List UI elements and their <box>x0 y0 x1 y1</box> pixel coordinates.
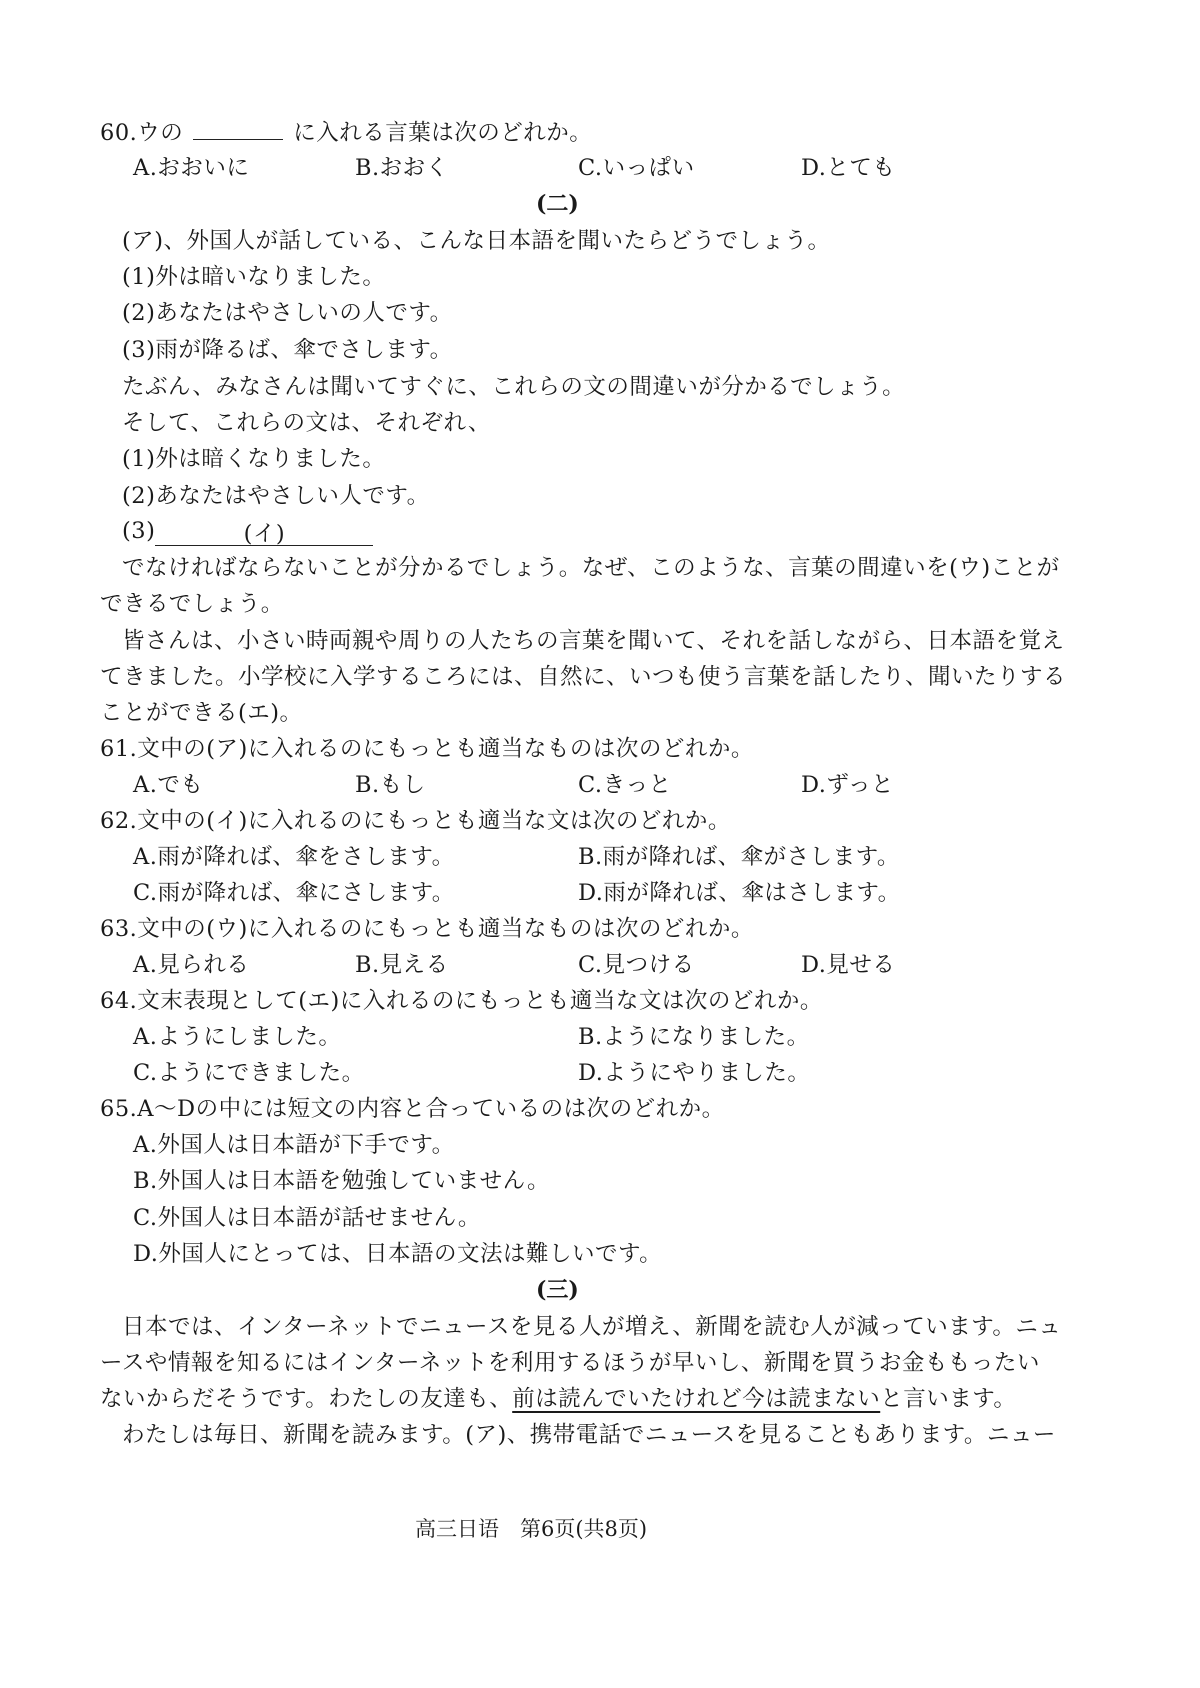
q61-option-d: D.ずっと <box>801 772 895 798</box>
q60-option-d: D.とても <box>801 155 896 181</box>
section3-p1-line3 <box>100 1384 1016 1414</box>
q64-option-d: D.ようにやりました。 <box>578 1060 811 1086</box>
q63-option-c: C.見つける <box>578 952 695 978</box>
q60-prefix: 60.ウの <box>100 120 184 146</box>
q60-stem <box>100 117 592 148</box>
section2-ex3: (3)雨が降るば、傘でさします。 <box>122 337 453 363</box>
q65-option-a: A.外国人は日本語が下手です。 <box>133 1132 455 1158</box>
section2-para5-line2: てきました。小学校に入学するころには、自然に、いつも使う言葉を話したり、聞いたりする <box>100 664 1067 690</box>
section2-para2: たぶん、みなさんは聞いてすぐに、これらの文の間違いが分かるでしょう。 <box>122 374 906 400</box>
q63-option-a: A.見られる <box>133 952 250 978</box>
section2-fix3 <box>122 516 373 546</box>
q62-option-d: D.雨が降れば、傘はさします。 <box>578 880 901 906</box>
q60-suffix: に入れる言葉は次のどれか。 <box>293 120 593 146</box>
q65-option-c: C.外国人は日本語が話せません。 <box>133 1205 481 1231</box>
section2-fix1: (1)外は暗くなりました。 <box>122 446 386 472</box>
section2-para4-line2: できるでしょう。 <box>100 591 284 617</box>
section2-fix2: (2)あなたはやさしい人です。 <box>122 483 430 509</box>
section3-p1-line2: ースや情報を知るにはインターネットを利用するほうが早いし、新聞を買うお金ももったい <box>100 1350 1040 1376</box>
section3-p1-line3-b: と言います。 <box>880 1386 1017 1412</box>
section2-para3: そして、これらの文は、それぞれ、 <box>122 410 491 436</box>
section2-ex2: (2)あなたはやさしいの人です。 <box>122 300 453 326</box>
q61-option-b: B.もし <box>355 772 426 798</box>
q64-option-b: B.ようになりました。 <box>578 1024 810 1050</box>
section3-p2-line1: わたしは毎日、新聞を読みます。(ア)、携帯電話でニュースを見ることもあります。ニュー <box>122 1422 1056 1448</box>
section2-para1: (ア)、外国人が話している、こんな日本語を聞いたらどうでしょう。 <box>122 228 831 254</box>
q62-option-c: C.雨が降れば、傘にさします。 <box>133 880 455 906</box>
q64-option-a: A.ようにしました。 <box>133 1024 342 1050</box>
section2-para4-line1: でなければならないことが分かるでしょう。なぜ、このような、言葉の間違いを(ウ)ことが <box>122 555 1060 581</box>
q60-option-a: A.おおいに <box>133 155 250 181</box>
section2-heading: (二) <box>536 191 579 217</box>
q63-stem: 63.文中の(ウ)に入れるのにもっとも適当なものは次のどれか。 <box>100 916 754 942</box>
page-footer: 高三日语 第6页(共8页) <box>415 1517 648 1541</box>
q61-stem: 61.文中の(ア)に入れるのにもっとも適当なものは次のどれか。 <box>100 736 754 762</box>
q61-option-a: A.でも <box>133 772 204 798</box>
q62-stem: 62.文中の(イ)に入れるのにもっとも適当な文は次のどれか。 <box>100 808 731 834</box>
q62-option-a: A.雨が降れば、傘をさします。 <box>133 844 455 870</box>
q65-option-b: B.外国人は日本語を勉強していません。 <box>133 1168 551 1194</box>
q64-stem: 64.文末表現として(エ)に入れるのにもっとも適当な文は次のどれか。 <box>100 988 823 1014</box>
q63-option-b: B.見える <box>355 952 449 978</box>
section2-para5-line1: 皆さんは、小さい時両親や周りの人たちの言葉を聞いて、それを話しながら、日本語を覚え <box>122 628 1065 654</box>
q62-option-b: B.雨が降れば、傘がさします。 <box>578 844 900 870</box>
q60-blank <box>193 117 283 140</box>
q60-option-b: B.おおく <box>355 155 449 181</box>
section2-fix3-blank: (イ) <box>155 519 373 546</box>
section2-ex1: (1)外は暗いなりました。 <box>122 264 386 290</box>
q64-option-c: C.ようにできました。 <box>133 1060 365 1086</box>
section2-para5-line3: ことができる(エ)。 <box>100 700 303 726</box>
section3-p1-line3-a: ないからだそうです。わたしの友達も、 <box>100 1386 513 1412</box>
q65-stem: 65.A～Dの中には短文の内容と合っているのは次のどれか。 <box>100 1096 725 1122</box>
section3-heading: (三) <box>536 1277 579 1303</box>
section3-p1-line1: 日本では、インターネットでニュースを見る人が増え、新聞を読む人が減っています。ニュ <box>122 1314 1062 1340</box>
q61-option-c: C.きっと <box>578 772 672 798</box>
q65-option-d: D.外国人にとっては、日本語の文法は難しいです。 <box>133 1241 663 1267</box>
q63-option-d: D.見せる <box>801 952 896 978</box>
q60-option-c: C.いっぱい <box>578 155 695 181</box>
section2-fix3-label: (3) <box>122 518 156 544</box>
section3-underlined-phrase: 前は読んでいたけれど今は読まない <box>512 1386 881 1412</box>
